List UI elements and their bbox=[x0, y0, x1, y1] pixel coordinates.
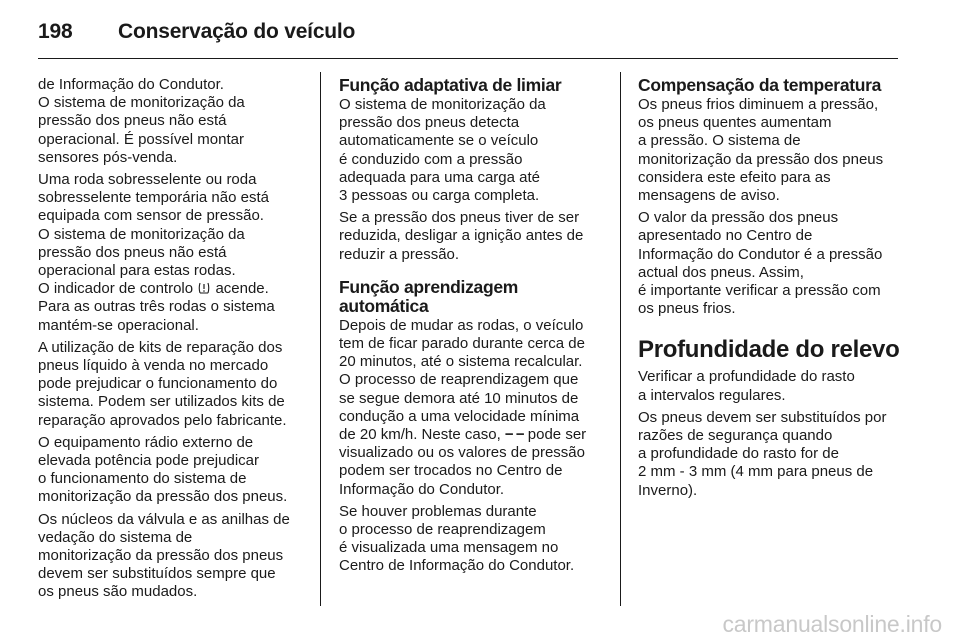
heading-tread-depth: Profundidade do relevo bbox=[638, 336, 900, 364]
col1-paragraph-2-text: Uma roda sobresselente ou roda sobresselente temporária não está equipada com sensor de pressão. O sistema de monitorização da pressão dos pneus não está operacional para estas rodas. bbox=[38, 171, 269, 280]
col2-paragraph-4: Se houver problemas durante o processo de reaprendizagem é visualizada uma mensagem no Centro de Informação do Condutor. bbox=[339, 502, 575, 575]
col1-paragraph-3: A utilização de kits de reparação dos pneus líquido à venda no mercado pode prejudicar o funcionamento do sistema. Podem ser utilizados kits de reparação aprovados pelo fabricante. bbox=[38, 338, 287, 429]
col1-indicator-text-before: O indicador de controlo bbox=[38, 280, 194, 298]
col1-paragraph-4: O equipamento rádio externo de elevada potência pode prejudicar o funcionamento do sistema de monitorização da pressão dos pneus. bbox=[38, 433, 288, 506]
page-header bbox=[38, 20, 920, 44]
col2-paragraph-1: O sistema de monitorização da pressão dos pneus detecta automaticamente se o veículo é conduzido com a pressão adequada para uma carga até 3 pessoas ou carga completa. bbox=[339, 96, 546, 205]
col2-paragraph-2: Se a pressão dos pneus tiver de ser reduzida, desligar a ignição antes de reduzir a pressão. bbox=[339, 209, 584, 263]
header-rule bbox=[38, 58, 898, 59]
page-number: 198 bbox=[38, 20, 73, 43]
column-1 bbox=[38, 76, 306, 606]
col1-paragraph-1: de Informação do Condutor. O sistema de monitorização da pressão dos pneus não está operacional. É possível montar sensores pós-venda. bbox=[38, 76, 245, 166]
col3-paragraph-2: O valor da pressão dos pneus apresentado no Centro de Informação do Condutor é a pressão actual dos pneus. Assim, é importante verificar a pressão com os pneus frios. bbox=[638, 209, 883, 318]
heading-adaptive-threshold: Função adaptativa de limiar bbox=[339, 75, 562, 95]
column-3 bbox=[638, 76, 906, 504]
col3-paragraph-1: Os pneus frios diminuem a pressão, os pneus quentes aumentam a pressão. O sistema de monitorização da pressão dos pneus considera este efeito para as mensagens de aviso. bbox=[638, 96, 884, 205]
col3-paragraph-4: Os pneus devem ser substituídos por razões de segurança quando a profundidade do rasto for de 2 mm - 3 mm (4 mm para pneus de Inverno). bbox=[638, 408, 887, 499]
dash-dash-symbol-icon: − − bbox=[504, 426, 524, 444]
heading-auto-learning: Função aprendizagem automática bbox=[339, 276, 519, 316]
column-divider-1 bbox=[320, 72, 321, 606]
col2-paragraph-3-after: pode ser visualizado ou os valores de pressão podem ser trocados no Centro de Informação do Condutor. bbox=[339, 426, 587, 498]
col1-indicator-text-after: acende. bbox=[215, 280, 269, 298]
column-divider-2 bbox=[620, 72, 621, 606]
col1-paragraph-2 bbox=[38, 171, 306, 335]
col2-paragraph-3 bbox=[339, 317, 607, 499]
col1-paragraph-5: Os núcleos da válvula e as anilhas de vedação do sistema de monitorização da pressão dos pneus devem ser substituídos sempre que os pneus são mudados. bbox=[38, 510, 290, 601]
col1-paragraph-2-end: Para as outras três rodas o sistema mantém-se operacional. bbox=[38, 298, 275, 334]
column-2 bbox=[339, 76, 607, 580]
heading-temperature-compensation: Compensação da temperatura bbox=[638, 75, 882, 95]
watermark: carmanualsonline.info bbox=[722, 611, 942, 637]
tire-pressure-warning-icon bbox=[197, 281, 211, 295]
col2-paragraph-3-before: Depois de mudar as rodas, o veículo tem de ficar parado durante cerca de 20 minutos, até o sistema recalcular. O processo de reaprendizagem que se segue demora até 10 minutos de condução a uma velocidade mínima de 20 km/h. Neste caso, bbox=[339, 316, 585, 444]
chapter-title: Conservação do veículo bbox=[118, 20, 356, 43]
col3-paragraph-3: Verificar a profundidade do rasto a intervalos regulares. bbox=[638, 368, 855, 404]
